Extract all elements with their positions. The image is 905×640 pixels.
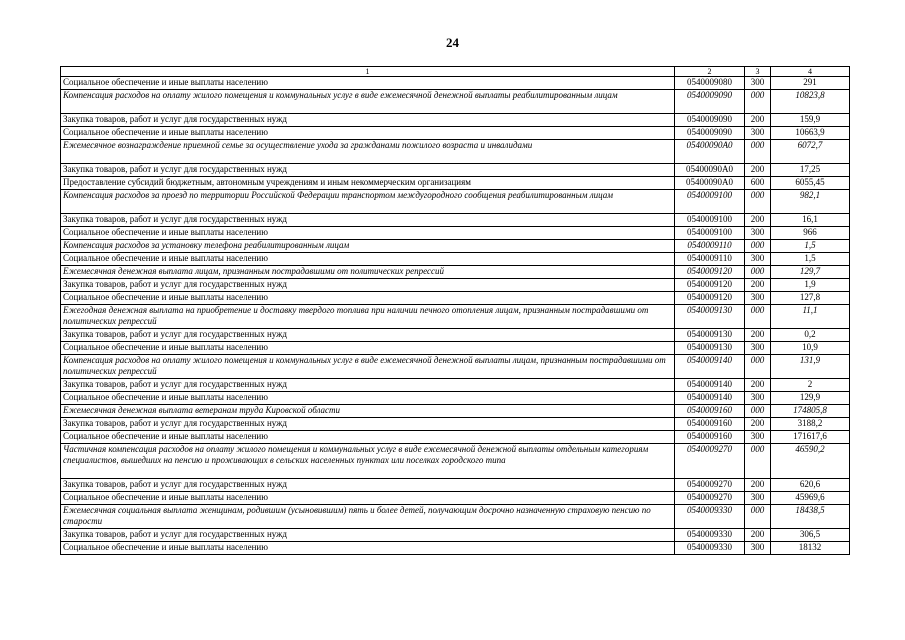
table-row: [61, 492, 850, 505]
table-row: [61, 444, 850, 479]
cell-sum: 16,1: [771, 214, 850, 227]
cell-name: Ежемесячное вознаграждение приемной семье за осуществление ухода за гражданами пожилого возраста и инвалидами: [61, 140, 675, 164]
cell-sum: 129,7: [771, 266, 850, 279]
cell-sum: 2: [771, 379, 850, 392]
cell-vr: 200: [745, 279, 771, 292]
cell-name: Ежемесячная денежная выплата лицам, признанным пострадавшими от политических репрессий: [61, 266, 675, 279]
table-row: [61, 266, 850, 279]
cell-code: 05400090А0: [675, 140, 745, 164]
cell-sum: 10,9: [771, 342, 850, 355]
cell-code: 05400090А0: [675, 164, 745, 177]
table-row: [61, 379, 850, 392]
table-row: [61, 164, 850, 177]
cell-vr: 300: [745, 77, 771, 90]
cell-code: 0540009120: [675, 279, 745, 292]
cell-vr: 000: [745, 444, 771, 479]
cell-sum: 45969,6: [771, 492, 850, 505]
cell-code: 0540009270: [675, 492, 745, 505]
cell-name: Закупка товаров, работ и услуг для государственных нужд: [61, 329, 675, 342]
cell-sum: 46590,2: [771, 444, 850, 479]
cell-sum: 159,9: [771, 114, 850, 127]
cell-vr: 000: [745, 305, 771, 329]
cell-vr: 300: [745, 392, 771, 405]
cell-name: Закупка товаров, работ и услуг для государственных нужд: [61, 379, 675, 392]
table-row: [61, 505, 850, 529]
cell-name: Социальное обеспечение и иные выплаты населению: [61, 292, 675, 305]
column-header-sum: 4: [771, 67, 850, 77]
cell-code: 0540009140: [675, 379, 745, 392]
cell-sum: 3188,2: [771, 418, 850, 431]
cell-code: 05400090А0: [675, 177, 745, 190]
cell-vr: 200: [745, 418, 771, 431]
cell-code: 0540009090: [675, 127, 745, 140]
column-header-code: 2: [675, 67, 745, 77]
page-number: 24: [446, 35, 459, 50]
table-row: [61, 190, 850, 214]
cell-name: Закупка товаров, работ и услуг для государственных нужд: [61, 479, 675, 492]
column-header-name: 1: [61, 67, 675, 77]
cell-sum: 6072,7: [771, 140, 850, 164]
cell-code: 0540009110: [675, 240, 745, 253]
cell-sum: 306,5: [771, 529, 850, 542]
table-row: [61, 279, 850, 292]
cell-sum: 127,8: [771, 292, 850, 305]
cell-vr: 200: [745, 379, 771, 392]
cell-name: Ежегодная денежная выплата на приобретение и доставку твердого топлива при наличии печного отопления лицам, признанным пострадавшими от политических репрессий: [61, 305, 675, 329]
cell-code: 0540009130: [675, 342, 745, 355]
cell-vr: 300: [745, 253, 771, 266]
table-row: [61, 355, 850, 379]
cell-code: 0540009140: [675, 392, 745, 405]
cell-name: Закупка товаров, работ и услуг для государственных нужд: [61, 214, 675, 227]
cell-name: Компенсация расходов на оплату жилого помещения и коммунальных услуг в виде ежемесячной денежной выплаты лицам, признанным пострадавшими от политических репрессий: [61, 355, 675, 379]
cell-code: 0540009330: [675, 542, 745, 555]
cell-name: Предоставление субсидий бюджетным, автономным учреждениям и иным некоммерческим организациям: [61, 177, 675, 190]
cell-sum: 1,5: [771, 240, 850, 253]
table-row: [61, 479, 850, 492]
cell-sum: 966: [771, 227, 850, 240]
cell-name: Ежемесячная социальная выплата женщинам, родившим (усыновившим) пять и более детей, получающим досрочно назначенную страховую пенсию по старости: [61, 505, 675, 529]
table-row: [61, 127, 850, 140]
table-row: [61, 140, 850, 164]
cell-code: 0540009120: [675, 266, 745, 279]
cell-vr: 200: [745, 114, 771, 127]
cell-sum: 171617,6: [771, 431, 850, 444]
table-row: [61, 418, 850, 431]
cell-vr: 200: [745, 479, 771, 492]
cell-vr: 300: [745, 342, 771, 355]
table-row: [61, 214, 850, 227]
table-row: [61, 292, 850, 305]
cell-sum: 18132: [771, 542, 850, 555]
cell-name: Социальное обеспечение и иные выплаты населению: [61, 392, 675, 405]
cell-vr: 300: [745, 227, 771, 240]
cell-code: 0540009080: [675, 77, 745, 90]
cell-vr: 000: [745, 505, 771, 529]
table-row: [61, 342, 850, 355]
table-body: [61, 77, 850, 555]
cell-name: Социальное обеспечение и иные выплаты населению: [61, 542, 675, 555]
cell-code: 0540009130: [675, 305, 745, 329]
cell-vr: 000: [745, 355, 771, 379]
cell-code: 0540009160: [675, 405, 745, 418]
cell-vr: 000: [745, 240, 771, 253]
table-header-row: [61, 67, 850, 77]
cell-sum: 174805,8: [771, 405, 850, 418]
cell-code: 0540009270: [675, 479, 745, 492]
table-row: [61, 305, 850, 329]
cell-code: 0540009160: [675, 418, 745, 431]
cell-vr: 000: [745, 266, 771, 279]
table-row: [61, 177, 850, 190]
cell-sum: 10823,8: [771, 90, 850, 114]
table-row: [61, 90, 850, 114]
cell-code: 0540009270: [675, 444, 745, 479]
cell-name: Частичная компенсация расходов на оплату жилого помещения и коммунальных услуг в виде ежемесячной денежной выплаты отдельным категориям специалистов, вышедших на пенсию и проживающих в сельских населенных пунктах или поселках городского типа: [61, 444, 675, 479]
cell-vr: 300: [745, 431, 771, 444]
cell-name: Социальное обеспечение и иные выплаты населению: [61, 492, 675, 505]
table-row: [61, 392, 850, 405]
cell-sum: 1,5: [771, 253, 850, 266]
cell-vr: 300: [745, 492, 771, 505]
table-row: [61, 329, 850, 342]
cell-name: Компенсация расходов за установку телефона реабилитированным лицам: [61, 240, 675, 253]
cell-name: Социальное обеспечение и иные выплаты населению: [61, 431, 675, 444]
table-row: [61, 227, 850, 240]
table-row: [61, 253, 850, 266]
cell-sum: 982,1: [771, 190, 850, 214]
cell-code: 0540009100: [675, 227, 745, 240]
cell-code: 0540009090: [675, 90, 745, 114]
cell-sum: 11,1: [771, 305, 850, 329]
cell-code: 0540009130: [675, 329, 745, 342]
cell-name: Социальное обеспечение и иные выплаты населению: [61, 342, 675, 355]
cell-vr: 200: [745, 529, 771, 542]
cell-name: Закупка товаров, работ и услуг для государственных нужд: [61, 529, 675, 542]
cell-name: Закупка товаров, работ и услуг для государственных нужд: [61, 418, 675, 431]
table-row: [61, 431, 850, 444]
cell-vr: 300: [745, 292, 771, 305]
cell-vr: 200: [745, 214, 771, 227]
table-row: [61, 542, 850, 555]
cell-name: Компенсация расходов за проезд по территории Российской Федерации транспортом междугородного сообщения реабилитированным лицам: [61, 190, 675, 214]
cell-vr: 000: [745, 140, 771, 164]
cell-vr: 300: [745, 127, 771, 140]
cell-sum: 131,9: [771, 355, 850, 379]
cell-name: Ежемесячная денежная выплата ветеранам труда Кировской области: [61, 405, 675, 418]
cell-code: 0540009100: [675, 214, 745, 227]
column-header-vr: 3: [745, 67, 771, 77]
cell-vr: 000: [745, 90, 771, 114]
cell-vr: 600: [745, 177, 771, 190]
cell-name: Закупка товаров, работ и услуг для государственных нужд: [61, 164, 675, 177]
cell-vr: 000: [745, 405, 771, 418]
cell-name: Закупка товаров, работ и услуг для государственных нужд: [61, 279, 675, 292]
table-row: [61, 529, 850, 542]
cell-vr: 200: [745, 329, 771, 342]
cell-code: 0540009100: [675, 190, 745, 214]
cell-code: 0540009330: [675, 505, 745, 529]
cell-code: 0540009330: [675, 529, 745, 542]
cell-vr: 200: [745, 164, 771, 177]
cell-sum: 18438,5: [771, 505, 850, 529]
table-row: [61, 77, 850, 90]
cell-vr: 300: [745, 542, 771, 555]
cell-sum: 10663,9: [771, 127, 850, 140]
cell-code: 0540009160: [675, 431, 745, 444]
table-row: [61, 405, 850, 418]
cell-code: 0540009140: [675, 355, 745, 379]
cell-sum: 1,9: [771, 279, 850, 292]
cell-sum: 17,25: [771, 164, 850, 177]
cell-name: Социальное обеспечение и иные выплаты населению: [61, 77, 675, 90]
cell-code: 0540009120: [675, 292, 745, 305]
cell-sum: 291: [771, 77, 850, 90]
budget-table: [60, 66, 850, 555]
cell-sum: 620,6: [771, 479, 850, 492]
cell-code: 0540009110: [675, 253, 745, 266]
cell-sum: 129,9: [771, 392, 850, 405]
cell-name: Социальное обеспечение и иные выплаты населению: [61, 227, 675, 240]
table-row: [61, 114, 850, 127]
cell-sum: 0,2: [771, 329, 850, 342]
cell-name: Социальное обеспечение и иные выплаты населению: [61, 253, 675, 266]
table-row: [61, 240, 850, 253]
cell-name: Закупка товаров, работ и услуг для государственных нужд: [61, 114, 675, 127]
cell-code: 0540009090: [675, 114, 745, 127]
cell-sum: 6055,45: [771, 177, 850, 190]
cell-vr: 000: [745, 190, 771, 214]
cell-name: Компенсация расходов на оплату жилого помещения и коммунальных услуг в виде ежемесячной денежной выплаты реабилитированным лицам: [61, 90, 675, 114]
cell-name: Социальное обеспечение и иные выплаты населению: [61, 127, 675, 140]
